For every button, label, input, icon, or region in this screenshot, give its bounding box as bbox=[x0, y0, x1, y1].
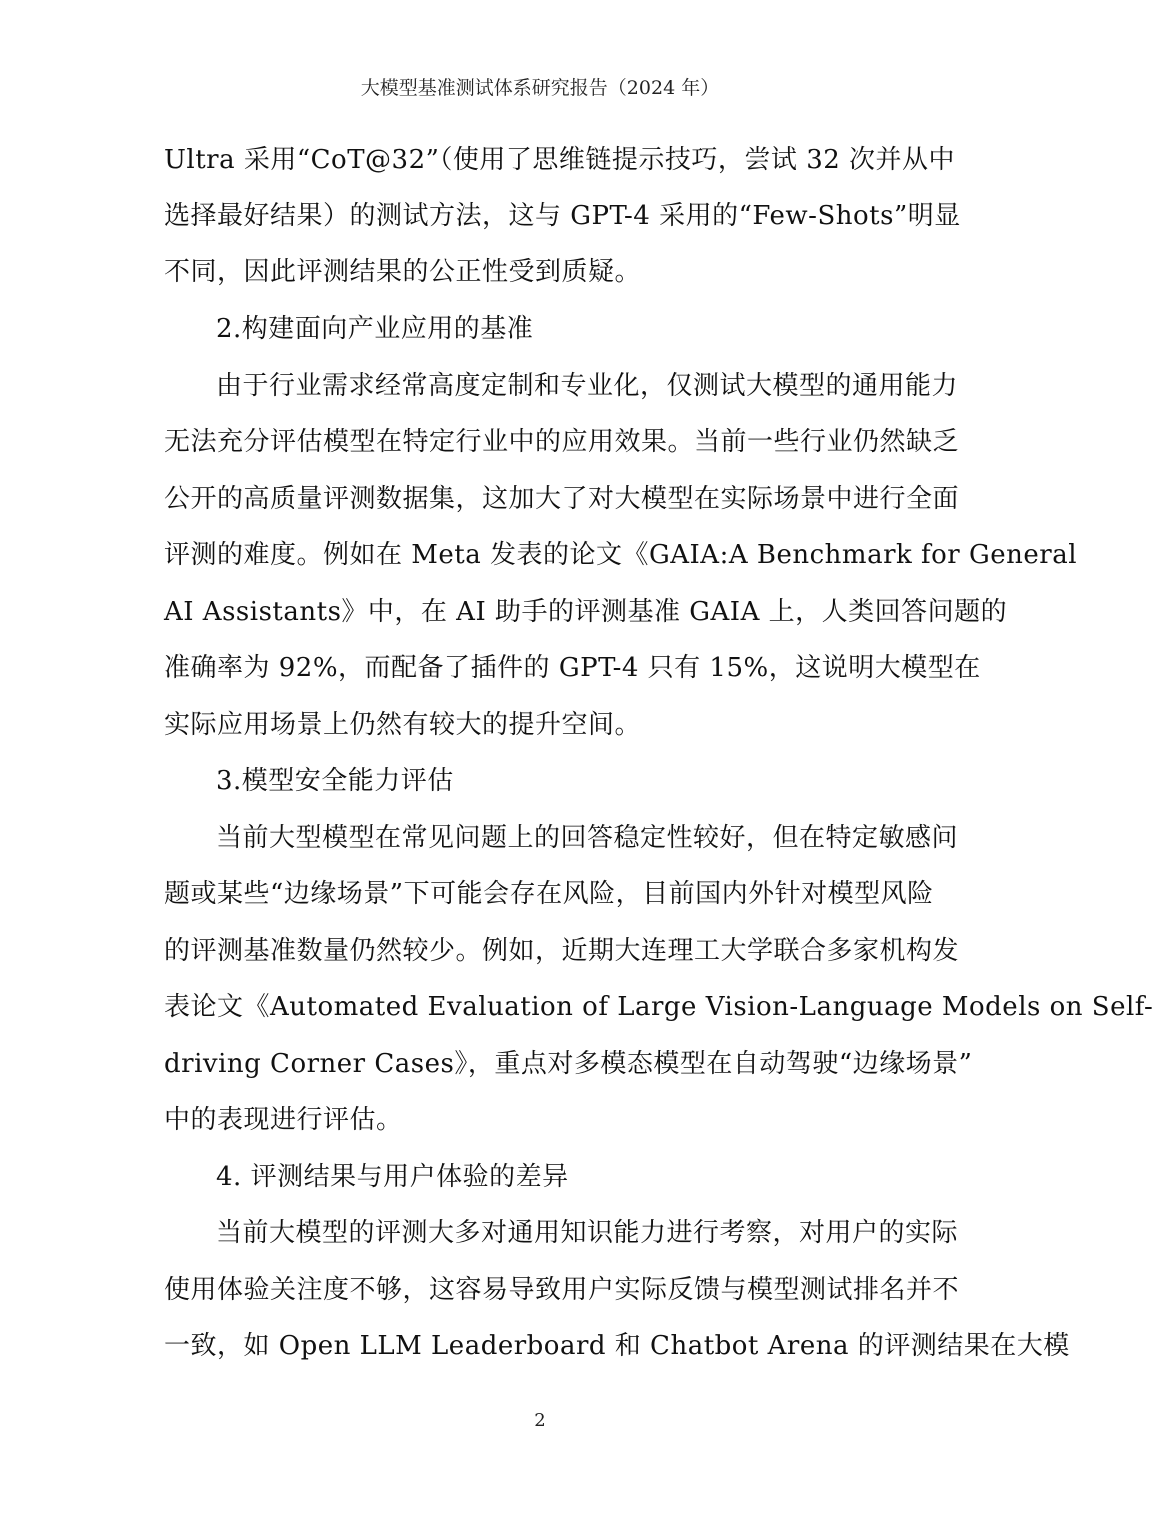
text-line: 公开的高质量评测数据集，这加大了对大模型在实际场景中进行全面 bbox=[164, 484, 960, 514]
text-line: 不同，因此评测结果的公正性受到质疑。 bbox=[164, 257, 642, 287]
text-line: 当前大型模型在常见问题上的回答稳定性较好，但在特定敏感问 bbox=[216, 823, 959, 853]
text-line: 准确率为 92%，而配备了插件的 GPT-4 只有 15%，这说明大模型在 bbox=[164, 653, 981, 683]
section-heading: 2.构建面向产业应用的基准 bbox=[216, 314, 534, 344]
text-line: Ultra 采用“CoT@32”（使用了思维链提示技巧，尝试 32 次并从中 bbox=[164, 145, 956, 175]
text-line: 表论文《Automated Evaluation of Large Vision-Language Models on Self- bbox=[164, 992, 1153, 1022]
text-line: 评测的难度。例如在 Meta 发表的论文《GAIA:A Benchmark for General bbox=[164, 540, 1078, 570]
page-number: 2 bbox=[534, 1410, 546, 1431]
text-line: 当前大模型的评测大多对通用知识能力进行考察，对用户的实际 bbox=[216, 1218, 959, 1248]
section-heading: 4. 评测结果与用户体验的差异 bbox=[216, 1162, 569, 1192]
text-line: 选择最好结果）的测试方法，这与 GPT-4 采用的“Few-Shots”明显 bbox=[164, 201, 961, 231]
text-line: 由于行业需求经常高度定制和专业化，仅测试大模型的通用能力 bbox=[216, 371, 959, 401]
text-line: 题或某些“边缘场景”下可能会存在风险，目前国内外针对模型风险 bbox=[164, 879, 934, 909]
text-line: 无法充分评估模型在特定行业中的应用效果。当前一些行业仍然缺乏 bbox=[164, 427, 960, 457]
text-line: AI Assistants》中，在 AI 助手的评测基准 GAIA 上，人类回答问题的 bbox=[164, 597, 1008, 627]
text-line: 使用体验关注度不够，这容易导致用户实际反馈与模型测试排名并不 bbox=[164, 1275, 960, 1305]
page-header: 大模型基准测试体系研究报告（2024 年） bbox=[360, 77, 720, 99]
text-line: 的评测基准数量仍然较少。例如，近期大连理工大学联合多家机构发 bbox=[164, 936, 960, 966]
text-line: 中的表现进行评估。 bbox=[164, 1105, 403, 1135]
text-line: 实际应用场景上仍然有较大的提升空间。 bbox=[164, 710, 642, 740]
section-heading: 3.模型安全能力评估 bbox=[216, 766, 454, 796]
text-line: driving Corner Cases》，重点对多模态模型在自动驾驶“边缘场景” bbox=[164, 1049, 973, 1079]
text-line: 一致，如 Open LLM Leaderboard 和 Chatbot Arena 的评测结果在大模 bbox=[164, 1331, 1070, 1361]
